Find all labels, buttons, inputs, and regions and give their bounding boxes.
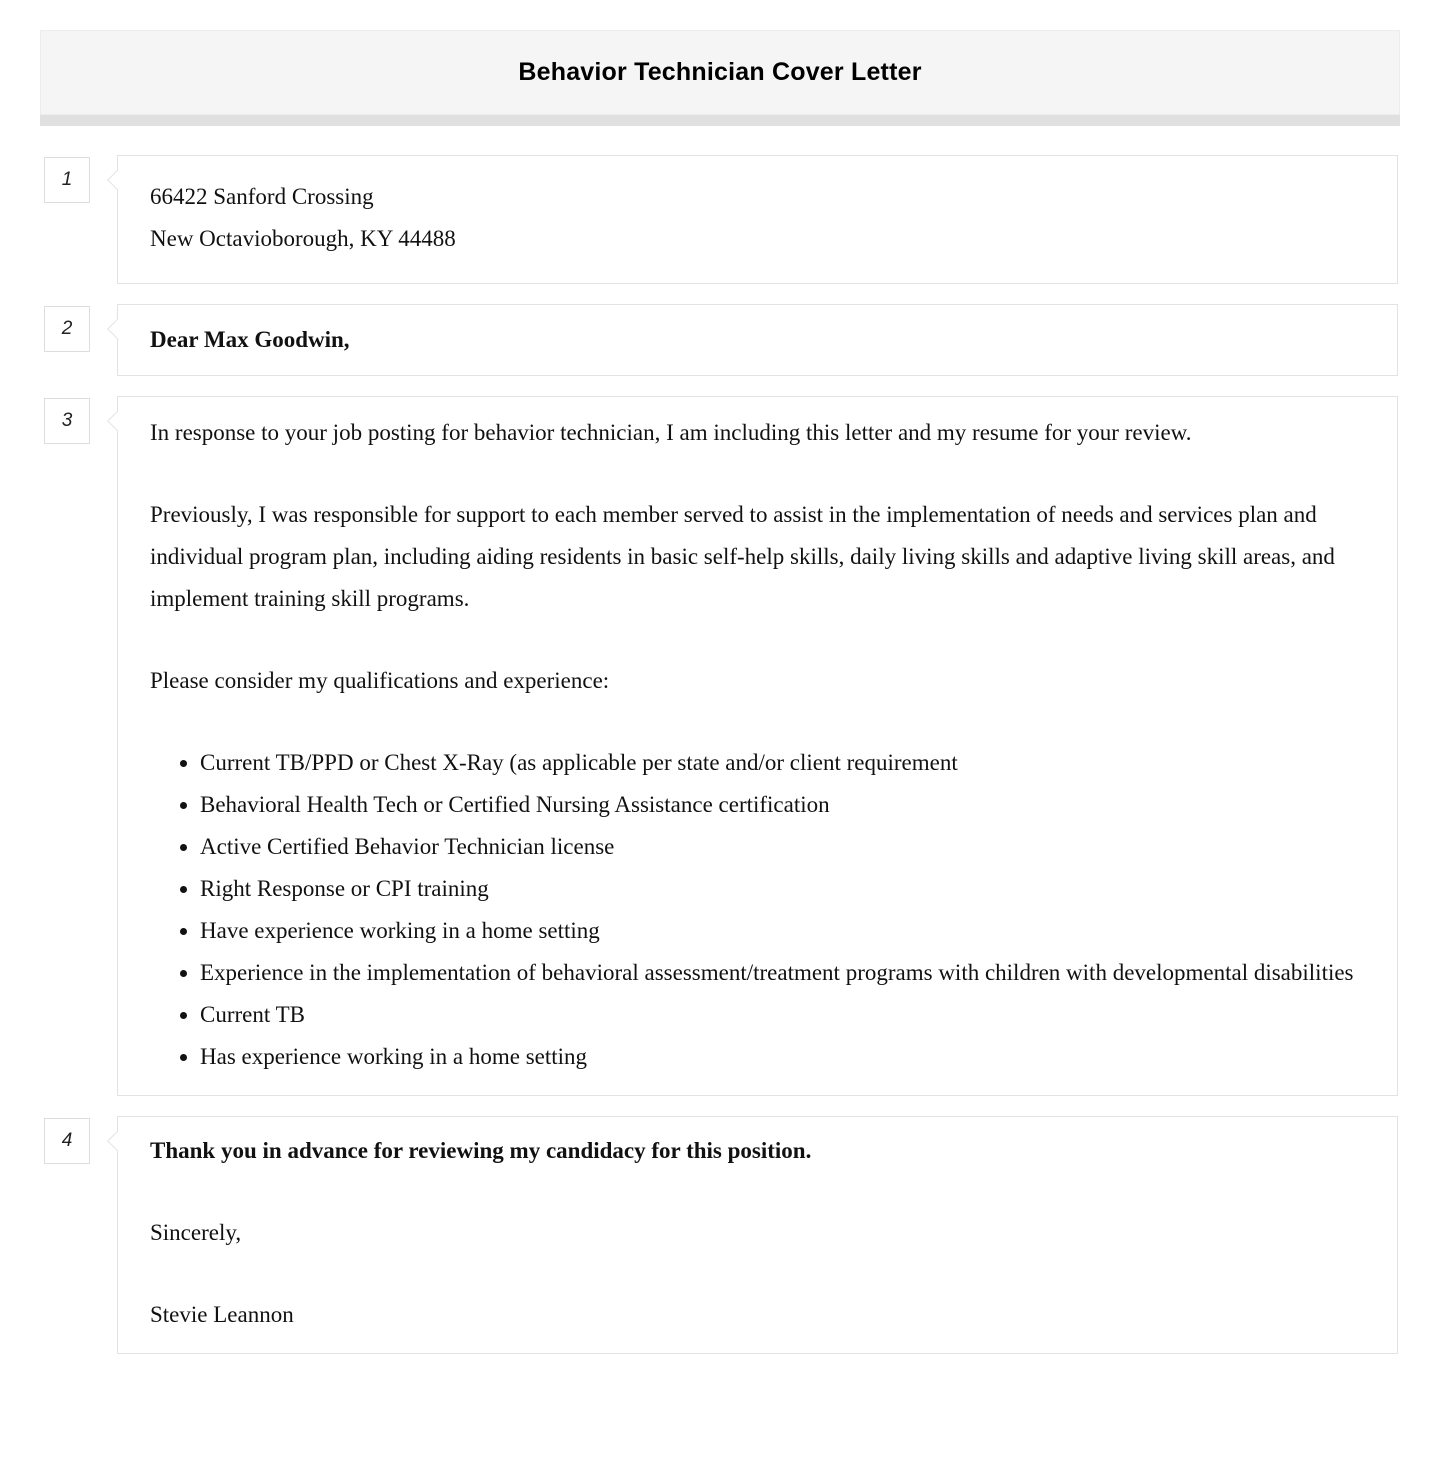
qualification-item: • Current TB/PPD or Chest X-Ray (as applicable per state and/or client requirement [200,742,1365,784]
body-paragraph-2: Previously, I was responsible for support to each member served to assist in the implementation of needs and services plan and individual program plan, including aiding residents in basic self-help skills, daily living skills and adaptive living skill areas, and implement training skill programs. [150,502,1335,611]
salutation-text: Dear Max Goodwin, [150,327,350,352]
section-number-badge: 4 [44,1118,90,1164]
qualification-item: • Right Response or CPI training [200,868,1365,910]
page-title: Behavior Technician Cover Letter [518,58,922,86]
closing-box [117,1116,1398,1354]
section-salutation [61,304,1398,376]
qualifications-list [150,742,1365,1078]
qualification-item: • Active Certified Behavior Technician license [200,826,1365,868]
body-paragraph-3: Please consider my qualifications and experience: [150,668,610,693]
qualification-item: • Experience in the implementation of behavioral assessment/treatment programs with children with developmental disabilities [200,952,1365,994]
section-closing [61,1116,1398,1354]
page-header [40,30,1400,115]
notch-pointer [107,1131,127,1151]
address-box [117,155,1398,284]
section-address [61,155,1398,284]
section-body [61,396,1398,1096]
signature-name: Stevie Leannon [150,1302,294,1327]
notch-pointer [107,170,127,190]
section-number-badge: 1 [44,157,90,203]
header-shadow-strip [40,115,1400,126]
qualification-item: • Behavioral Health Tech or Certified Nursing Assistance certification [200,784,1365,826]
qualification-item: • Have experience working in a home setting [200,910,1365,952]
signoff-text: Sincerely, [150,1220,242,1245]
notch-pointer [107,319,127,339]
notch-pointer [107,411,127,431]
qualification-item: • Has experience working in a home setting [200,1036,1365,1078]
body-box [117,396,1398,1096]
qualification-item: • Current TB [200,994,1365,1036]
body-paragraph-1: In response to your job posting for behavior technician, I am including this letter and my resume for your review. [150,420,1192,445]
section-number-badge: 3 [44,398,90,444]
section-number-badge: 2 [44,306,90,352]
closing-statement: Thank you in advance for reviewing my candidacy for this position. [150,1138,812,1163]
salutation-box [117,304,1398,376]
address-line-2: New Octavioborough, KY 44488 [150,226,456,251]
address-line-1: 66422 Sanford Crossing [150,184,374,209]
